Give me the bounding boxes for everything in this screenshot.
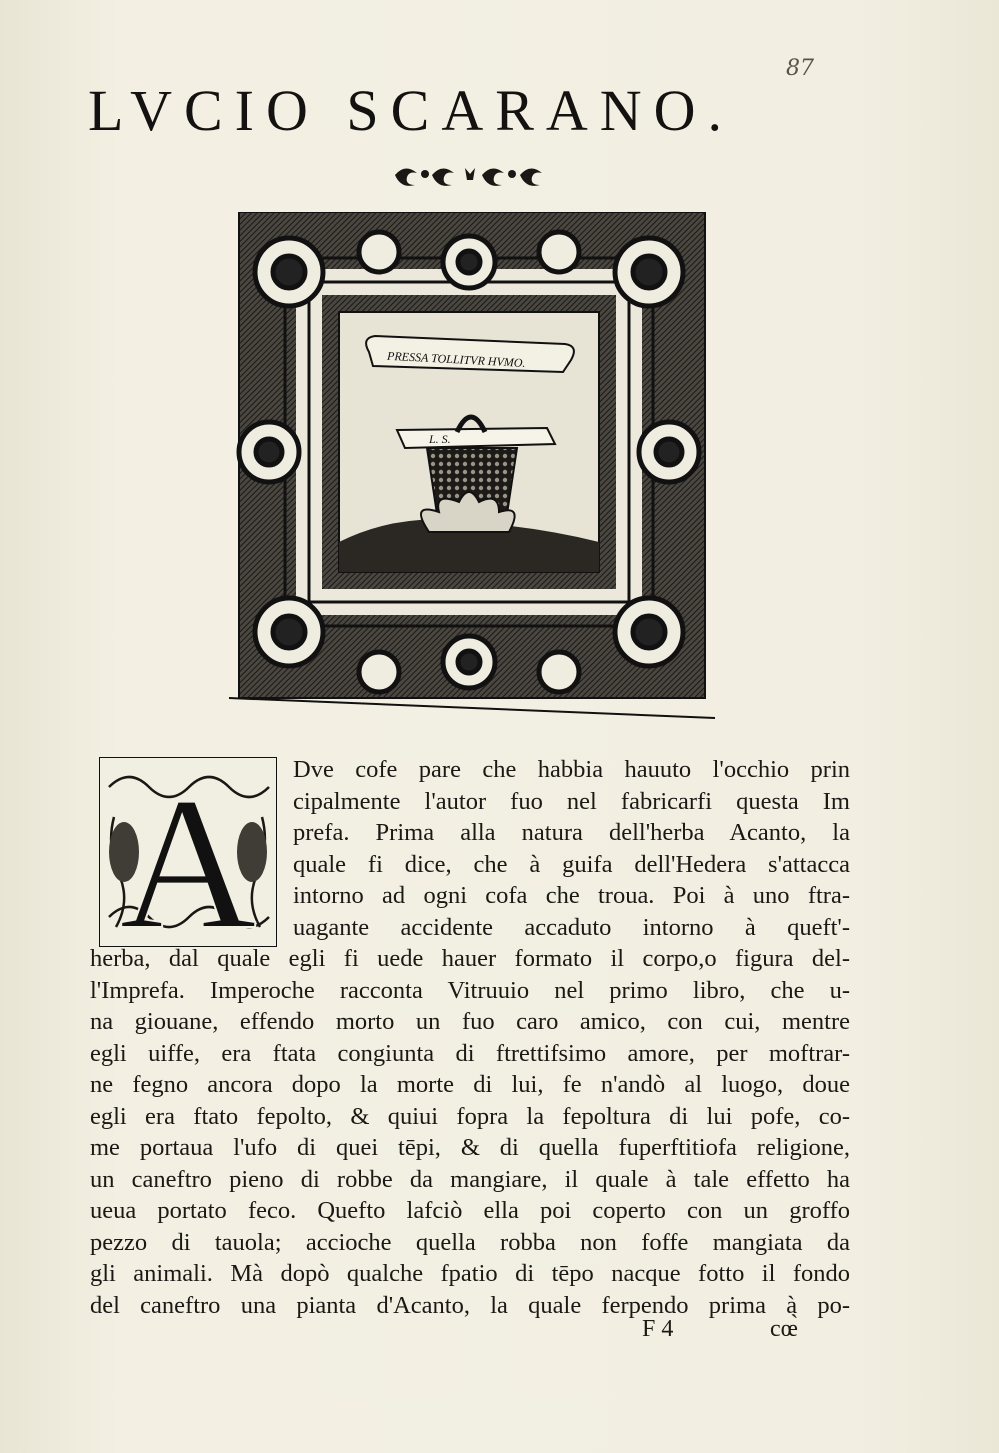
folio-number: 87	[786, 56, 814, 81]
emblem-motto: PRESSA TOLLITVR HVMO.	[386, 348, 526, 370]
text-line: me portaua l'ufo di quei tēpi, & di quella fuperftitiofa religione,	[90, 1134, 850, 1161]
text-line: un caneftro pieno di robbe da mangiare, il quale à tale effetto ha	[90, 1165, 850, 1193]
text-line: uagante accidente accaduto intorno à queft'-	[293, 913, 850, 941]
text-line: ne fegno ancora dopo la morte di lui, fe n'andò al luogo, doue	[90, 1071, 850, 1098]
text-line: egli era ftato fepolto, & quiui fopra la fepoltura di lui pofe, co-	[90, 1102, 850, 1130]
text-line: Dve cofe pare che habbia hauuto l'occhio prin	[293, 756, 850, 783]
text-line: egli uiffe, era ftata congiunta di ftrettifsimo amore, per moftrar-	[90, 1039, 850, 1067]
text-line: cipalmente l'autor fuo nel fabricarfi questa Im	[293, 787, 850, 815]
text-line: del caneftro una pianta d'Acanto, la quale ferpendo prima à po-	[90, 1291, 850, 1319]
signature-mark: F 4	[642, 1316, 674, 1342]
text-line: pezzo di tauola; accioche quella robba non foffe mangiata da	[90, 1228, 850, 1256]
text-line: quale fi dice, che à guifa dell'Hedera s'attacca	[293, 850, 850, 878]
initial-letter: A	[119, 759, 257, 947]
text-line: herba, dal quale egli fi uede hauer formato il corpo,o figura del-	[90, 945, 850, 972]
page-footer	[90, 1316, 850, 1356]
text-line: l'Imprefa. Imperoche racconta Vitruuio nel primo libro, che u-	[90, 976, 850, 1004]
text-line: prefa. Prima alla natura dell'herba Acanto, la	[293, 819, 850, 846]
ornament-fleuron	[390, 160, 550, 190]
emblem-woodcut	[229, 212, 715, 720]
catchword: cœ̀	[770, 1316, 798, 1342]
text-line: intorno ad ogni cofa che troua. Poi à uno ftra-	[293, 882, 850, 909]
text-line: gli animali. Mà dopò qualche fpatio di tēpo nacque fotto il fondo	[90, 1260, 850, 1287]
body-text	[90, 754, 850, 1321]
page-title: LVCIO SCARANO.	[88, 78, 735, 143]
plank-letters: L. S.	[429, 432, 451, 446]
text-line: ueua portato feco. Quefto lafciò ella poi coperto con un groffo	[90, 1197, 850, 1224]
text-line: na giouane, effendo morto un fuo caro amico, con cui, mentre	[90, 1008, 850, 1035]
